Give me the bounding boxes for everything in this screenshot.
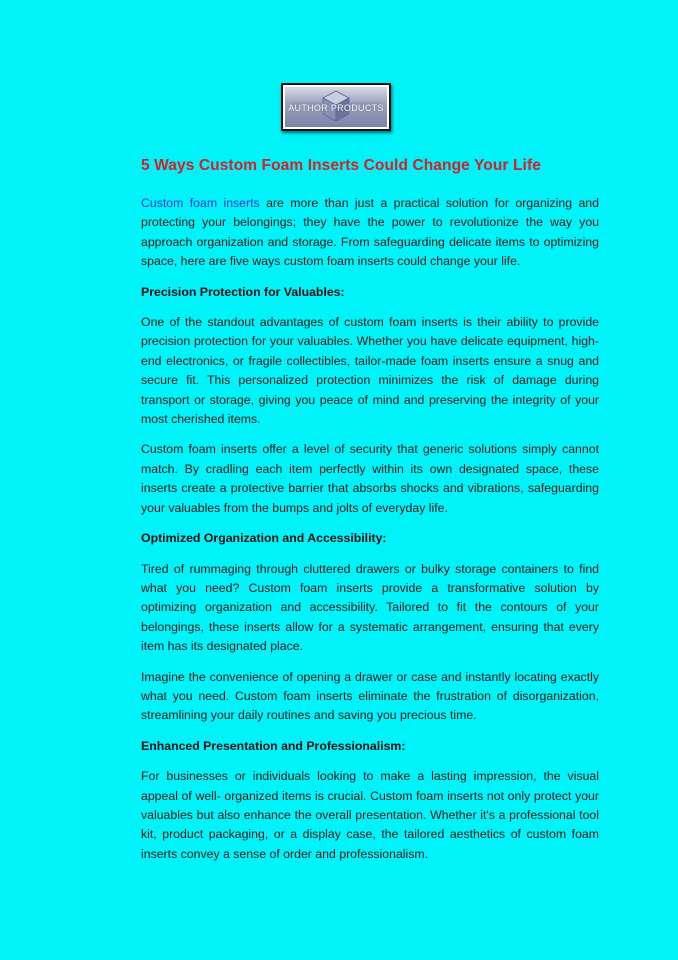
article [141, 154, 599, 875]
paragraph-organization-1: Tired of rummaging through cluttered drawers or bulky storage containers to find what you need? Custom foam inserts provide a transformative solution by optimizing organization and accessibility. Tailored to fit the contours of your belongings, these inserts allow for a systematic arrangement, ensuring that every item has its designated place. [141, 561, 599, 654]
intro-text: are more than just a practical solution for organizing and protecting your belongings; they have the power to revolutionize the way you approach organization and storage. From safeguarding delicate items to optimizing space, here are five ways custom foam inserts could change your life. [141, 196, 599, 269]
paragraph-precision-1: One of the standout advantages of custom foam inserts is their ability to provide precision protection for your valuables. Whether you have delicate equipment, high-end electronics, or fragile collectibles, tailor-made foam inserts ensure a snug and secure fit. This personalized protection minimizes the risk of damage during transport or storage, giving you peace of mind and preserving the integrity of your most cherished items. [141, 315, 599, 427]
paragraph-presentation-1: For businesses or individuals looking to make a lasting impression, the visual appeal of well- organized items is crucial. Custom foam inserts not only protect your valuables but also enhance the overall presentation. Whether it's a professional tool kit, product packaging, or a display case, the tailored aesthetics of custom foam inserts convey a sense of order and professionalism. [141, 769, 599, 861]
paragraph-precision-2: Custom foam inserts offer a level of security that generic solutions simply cannot match. By cradling each item perfectly within its own designated space, these inserts create a protective barrier that absorbs shocks and vibrations, safeguarding your valuables from the bumps and jolts of everyday life. [141, 442, 599, 515]
section-heading-enhanced-presentation: Enhanced Presentation and Professionalism: [141, 738, 406, 753]
custom-foam-inserts-link[interactable]: Custom foam inserts [141, 196, 260, 210]
section-heading-precision-protection: Precision Protection for Valuables: [141, 284, 345, 299]
company-logo [281, 83, 391, 131]
section-heading-optimized-organization: Optimized Organization and Accessibility: [141, 531, 387, 546]
logo-text: AUTHOR PRODUCTS [288, 103, 384, 113]
logo-banner [285, 87, 387, 127]
intro-paragraph [141, 194, 599, 272]
paragraph-organization-2: Imagine the convenience of opening a drawer or case and instantly locating exactly what you need. Custom foam inserts eliminate the frustration of disorganization, streamlining your daily routines and saving you precious time. [141, 669, 599, 723]
article-title: 5 Ways Custom Foam Inserts Could Change Your Life [141, 157, 541, 174]
